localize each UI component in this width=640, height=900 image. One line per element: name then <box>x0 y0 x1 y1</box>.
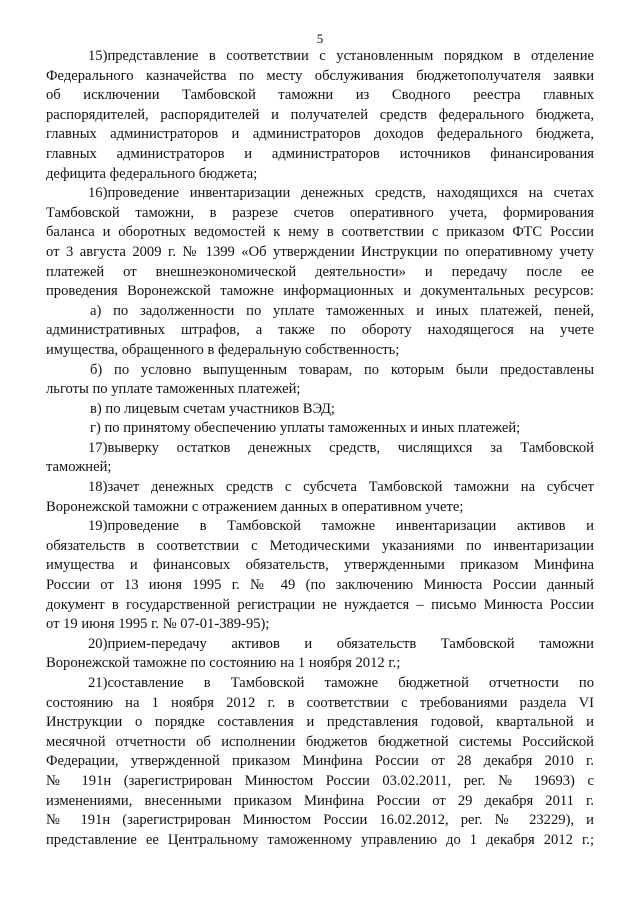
text-line: административных штрафов, а также по обороту находящегося на учете <box>46 322 594 339</box>
text-line: имущества, обращенного в федеральную собственность; <box>46 341 400 358</box>
text-line: России от 13 июня 1995 г. № 49 (по заключению Минюста России данный <box>46 577 594 594</box>
text-line: 19)проведение в Тамбовской таможне инвентаризации активов и <box>88 518 594 535</box>
text-line: баланса и оборотных ведомостей к нему в соответствии с приказом ФТС России <box>46 224 594 241</box>
text-line: 17)выверку остатков денежных средств, числящихся за Тамбовской <box>88 439 594 456</box>
text-line: главных администраторов и администраторов доходов федерального бюджета, <box>46 126 594 143</box>
text-line: дефицита федерального бюджета; <box>46 165 258 182</box>
text-line: представление ее Центральному таможенному управлению до 1 декабря 2012 г.; <box>46 831 594 848</box>
text-line: а) по задолженности по уплате таможенных и иных платежей, пеней, <box>90 302 594 319</box>
text-line: Федерации, утвержденной приказом Минфина России от 28 декабря 2010 г. <box>46 753 594 770</box>
page-number: 5 <box>316 31 324 46</box>
text-line: документ в государственной регистрации не нуждается – письмо Минюста России <box>46 596 594 613</box>
text-line: об исключении Тамбовской таможни из Сводного реестра главных <box>46 87 594 104</box>
text-line: проведения Воронежской таможне информационных и документальных ресурсов: <box>46 283 594 300</box>
text-line: Тамбовской таможни, в разрезе счетов оперативного учета, формирования <box>46 204 594 221</box>
text-line: 21)составление в Тамбовской таможне бюджетной отчетности по <box>88 675 594 691</box>
text-line: Инструкции о порядке составления и представления годовой, квартальной и <box>46 714 594 731</box>
text-line: 20)прием-передачу активов и обязательств Тамбовской таможни <box>88 635 594 652</box>
text-line: изменениями, внесенными приказом Минфина России от 29 декабря 2011 г. <box>46 792 594 809</box>
text-line: главных администраторов и администраторов источников финансирования <box>46 145 594 162</box>
text-line: состоянию на 1 ноября 2012 г. в соответствии с требованиями раздела VI <box>46 694 594 711</box>
text-line: таможней; <box>46 459 112 476</box>
text-line: имущества и финансовых обязательств, утвержденными приказом Минфина <box>46 557 594 574</box>
text-line: № 191н (зарегистрирован Минюстом России 03.02.2011, рег. № 19693) с <box>46 772 594 789</box>
text-line: 16)проведение инвентаризации денежных средств, находящихся на счетах <box>88 185 594 202</box>
text-line: Воронежской таможне по состоянию на 1 ноября 2012 г.; <box>46 655 401 672</box>
text-line: 18)зачет денежных средств с субсчета Тамбовской таможни на субсчет <box>88 479 594 496</box>
text-line: месячной отчетности об исполнении бюджетов бюджетной системы Российской <box>46 733 594 750</box>
text-line: обязательств в соответствии с Методическими указаниями по инвентаризации <box>46 537 594 554</box>
text-line: от 19 июня 1995 г. № 07-01-389-95); <box>46 616 270 633</box>
text-line: № 191н (зарегистрирован Минюстом России 16.02.2012, рег. № 23229), и <box>46 812 594 829</box>
text-line: Федерального казначейства по месту обслуживания бюджетополучателя заявки <box>46 67 594 84</box>
text-line: г) по принятому обеспечению уплаты таможенных и иных платежей; <box>90 420 521 437</box>
text-line: льготы по уплате таможенных платежей; <box>46 381 301 398</box>
text-line: распорядителей, распорядителей и получателей средств федерального бюджета, <box>46 106 594 123</box>
text-line: 15)представление в соответствии с установленным порядком в отделение <box>88 48 594 64</box>
text-line: от 3 августа 2009 г. № 1399 «Об утверждении Инструкции по оперативному учету <box>46 243 594 260</box>
document-body <box>46 47 594 850</box>
text-line: Воронежской таможни с отражением данных в оперативном учете; <box>46 498 464 515</box>
text-line: б) по условно выпущенным товарам, по которым были предоставлены <box>90 361 594 378</box>
text-line: платежей от внешнеэкономической деятельности» и передачу после ее <box>46 263 594 280</box>
text-line: в) по лицевым счетам участников ВЭД; <box>90 400 335 417</box>
